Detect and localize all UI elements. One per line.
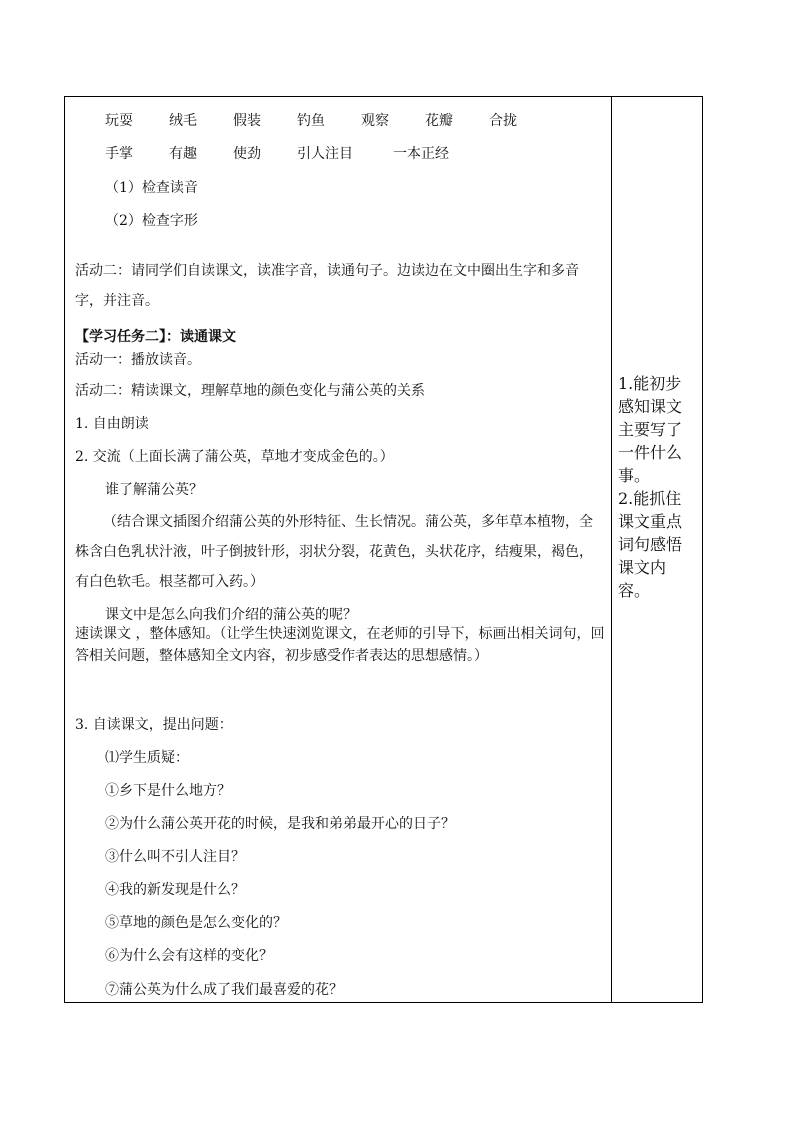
check-shape: （2）检查字形: [105, 213, 198, 229]
step-free-read: 1. 自由朗读: [75, 416, 149, 432]
vocab-word: 合拢: [489, 113, 517, 129]
vocab-word: 观察: [361, 113, 389, 129]
vocab-word: 手掌: [105, 146, 133, 162]
vocab-row-2: [105, 145, 449, 163]
vocab-word: 有趣: [169, 146, 197, 162]
activity-listen: 活动一：播放读音。: [75, 352, 201, 368]
step-discuss: 2. 交流（上面长满了蒲公英，草地才变成金色的。）: [75, 449, 394, 465]
activity-self-read: 活动二：请同学们自读课文，读准字音，读通句子。边读边在文中圈出生字和多音字，并注音。: [75, 263, 579, 309]
vocab-word: 假装: [233, 113, 261, 129]
goal-item: 2.能抓住课文重点词句感悟课文内容。: [618, 489, 683, 600]
question-item: ⑦蒲公英为什么成了我们最喜爱的花？: [105, 982, 343, 998]
question-item: ①乡下是什么地方？: [105, 783, 231, 799]
student-doubt: ⑴学生质疑：: [105, 750, 189, 766]
question-item: ③什么叫不引人注目？: [105, 849, 245, 865]
vocab-word: 花瓣: [425, 113, 453, 129]
step-ask-questions: 3. 自读课文，提出问题：: [75, 717, 233, 733]
vocab-word: 引人注目: [297, 146, 353, 162]
question-dandelion: 谁了解蒲公英？: [105, 482, 203, 498]
activity-close-read: 活动二：精读课文，理解草地的颜色变化与蒲公英的关系: [75, 383, 425, 399]
goals-text: [618, 372, 696, 602]
main-column: [65, 97, 611, 1002]
vocab-row-1: [105, 112, 517, 130]
vocab-word: 玩耍: [105, 113, 133, 129]
question-item: ⑥为什么会有这样的变化？: [105, 948, 273, 964]
question-item: ④我的新发现是什么？: [105, 882, 245, 898]
goals-column: [612, 97, 702, 1002]
check-sound: （1）检查读音: [105, 180, 198, 196]
vocab-word: 绒毛: [169, 113, 197, 129]
question-how: 课文中是怎么向我们介绍的蒲公英的呢？: [105, 607, 357, 623]
vocab-word: 一本正经: [393, 146, 449, 162]
task-title: 【学习任务二】：读通课文: [75, 329, 236, 345]
dandelion-intro: （结合课文插图介绍蒲公英的外形特征、生长情况。蒲公英，多年草本植物，全株含白色乳状汁液，叶子倒披针形，羽状分裂，花黄色，头状花序，结瘦果，褐色，有白色软毛。根茎都可入药。）: [75, 514, 593, 590]
lesson-table: [64, 96, 703, 1003]
skim-text: 速读课文 ，整体感知。（让学生快速浏览课文，在老师的引导下，标画出相关词句，回答相关问题，整体感知全文内容，初步感受作者表达的思想感情。）: [75, 626, 605, 664]
vocab-word: 钓鱼: [297, 113, 325, 129]
vocab-word: 使劲: [233, 146, 261, 162]
goal-item: 1.能初步感知课文主要写了一件什么事。: [618, 374, 683, 485]
question-item: ⑤草地的颜色是怎么变化的？: [105, 915, 287, 931]
question-item: ②为什么蒲公英开花的时候，是我和弟弟最开心的日子？: [105, 816, 455, 832]
